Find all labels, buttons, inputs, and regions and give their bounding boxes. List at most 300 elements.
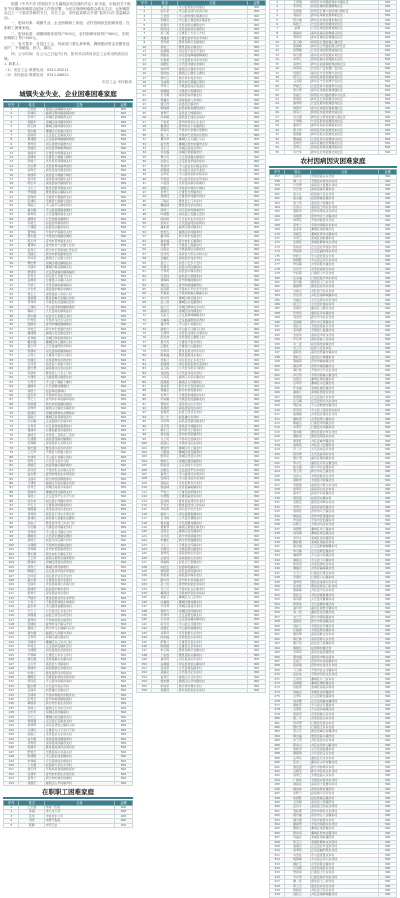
cell-address: 井陉县孙庄乡孙庄村: [45, 649, 115, 653]
cell-index: 119: [137, 525, 152, 529]
cell-amount: 400: [114, 810, 132, 814]
cell-name: 宦拴成: [285, 673, 310, 677]
cell-name: 杜老五: [152, 230, 178, 234]
cell-address: 元氏县北褚乡东村: [310, 303, 379, 307]
cell-amount: 300: [247, 14, 265, 18]
cell-address: 平山县岗南镇东村: [178, 627, 248, 631]
cell-name: 赖国华: [19, 534, 45, 538]
cell-amount: 300: [379, 457, 397, 461]
cell-index: 113: [137, 499, 152, 503]
cell-index: 42: [4, 288, 19, 292]
cell-amount: 300: [247, 332, 265, 336]
cell-name: 梁满囤: [152, 89, 178, 93]
cell-address: 赵县韩村镇韩村: [45, 389, 115, 393]
cell-index: 227: [270, 483, 285, 487]
cell-name: 通秀英: [285, 580, 310, 584]
cell-address: 平山县下槐镇下槐村: [45, 380, 115, 384]
cell-amount: 300: [247, 539, 265, 543]
cell-amount: 300: [247, 19, 265, 23]
cell-index: 71: [4, 415, 19, 419]
cell-index: 92: [137, 406, 152, 410]
cell-amount: 300: [247, 490, 265, 494]
cell-address: 新乐市东王镇西村: [178, 239, 248, 243]
cell-name: 萧春英: [152, 129, 178, 133]
cell-name: 向拴宝: [152, 565, 178, 569]
cell-amount: 300: [247, 530, 265, 534]
cell-amount: 300: [379, 580, 397, 584]
cell-address: 桥西区红旗大街街道红旗社区: [310, 9, 379, 13]
cell-amount: 300: [379, 602, 397, 606]
cell-name: 史建华: [19, 455, 45, 459]
cell-amount: 300: [379, 404, 397, 408]
cell-name: 余桂芝: [19, 327, 45, 331]
cell-index: 141: [137, 622, 152, 626]
cell-name: 凌国庆: [19, 781, 45, 785]
cell-name: 陆建民: [19, 411, 45, 415]
cell-index: 241: [270, 545, 285, 549]
cell-index: 119: [4, 627, 19, 631]
cell-amount: 500: [114, 750, 132, 754]
cell-index: 92: [4, 508, 19, 512]
cell-address: 无极县七汲镇七汲村: [45, 200, 115, 204]
cell-amount: 300: [379, 589, 397, 593]
cell-address: 辛集市辛集镇东关村: [45, 230, 115, 234]
cell-address: 正定县北早现乡东村: [178, 160, 248, 164]
cell-index: 123: [137, 543, 152, 547]
cell-index: 14: [137, 63, 152, 67]
cell-index: 194: [270, 338, 285, 342]
cell-name: 鲁淑兰: [19, 627, 45, 631]
cell-amount: 300: [379, 435, 397, 439]
cell-amount: 300: [247, 481, 265, 485]
notice-text: [3, 0, 133, 88]
cell-index: 149: [137, 658, 152, 662]
cell-name: 汤志华: [19, 499, 45, 503]
cell-amount: 500: [114, 455, 132, 459]
cell-name: 庄志华: [19, 711, 45, 715]
cell-name: 关满囤: [152, 662, 178, 666]
cell-name: 冉凤梅: [285, 532, 310, 536]
cell-amount: 300: [247, 570, 265, 574]
middle-column: [136, 0, 266, 692]
cell-index: 57: [4, 354, 19, 358]
cell-amount: 500: [114, 133, 132, 137]
cell-amount: 300: [247, 547, 265, 551]
cell-name: 伏长贵: [285, 188, 310, 192]
cell-name: 李丽: [19, 810, 45, 814]
cell-index: 203: [270, 377, 285, 381]
cell-name: 许志华: [285, 150, 310, 154]
cell-amount: 500: [114, 142, 132, 146]
cell-address: 无极县南流乡北村: [310, 325, 379, 329]
cell-amount: 300: [379, 721, 397, 725]
cell-amount: 300: [379, 593, 397, 597]
column-header: 姓名: [152, 1, 178, 6]
cell-amount: 500: [379, 106, 397, 110]
cell-address: 深泽县白庄乡白庄村: [45, 367, 115, 371]
cell-address: 平山县孟家庄镇孟家村: [178, 164, 248, 168]
cell-name: 孙建华: [19, 155, 45, 159]
cell-name: 蔚永福: [285, 814, 310, 818]
cell-name: 蒙喜旺: [285, 439, 310, 443]
cell-index: 121: [137, 534, 152, 538]
cell-index: 63: [137, 279, 152, 283]
cell-address: 桥西区留营街道留营社区: [310, 75, 379, 79]
cell-amount: 300: [379, 783, 397, 787]
cell-address: 辛集市旧城镇旧城村: [45, 235, 115, 239]
cell-index: 15: [270, 62, 285, 66]
cell-address: 元氏县南佐镇南佐村: [45, 310, 115, 314]
cell-address: 深泽县白庄乡东村: [310, 488, 379, 492]
cell-address: 赞皇县黄北坪乡北坪村: [45, 596, 115, 600]
cell-index: 244: [270, 558, 285, 562]
cell-index: 281: [270, 721, 285, 725]
cell-address: 平山县合河口乡东村: [310, 258, 379, 262]
cell-amount: 300: [379, 624, 397, 628]
cell-index: 87: [4, 486, 19, 490]
cell-name: 孔彩云: [152, 314, 178, 318]
cell-address: 新乐市正莫镇正莫村: [178, 80, 248, 84]
cell-address: 平山县合河口乡河口村: [178, 10, 248, 14]
cell-name: 宰有才: [285, 536, 310, 540]
cell-address: 晋州市总十庄镇东村: [310, 814, 379, 818]
cell-address: 赵县大安乡东村: [310, 347, 379, 351]
cell-name: 兰银锁: [152, 451, 178, 455]
cell-amount: 500: [114, 111, 132, 115]
cell-address: 藁城区增村镇北村: [310, 681, 379, 685]
cell-amount: 300: [247, 314, 265, 318]
cell-address: 晋州市马于镇北村: [310, 510, 379, 514]
cell-amount: 300: [247, 503, 265, 507]
cell-address: 行唐县独羊岗乡北村: [310, 875, 379, 879]
cell-amount: 300: [379, 351, 397, 355]
cell-index: 166: [270, 214, 285, 218]
column-header: 金额: [114, 102, 132, 107]
cell-index: 220: [270, 452, 285, 456]
cell-address: 深泽县铁杆镇铁杆村: [45, 182, 115, 186]
cell-name: 傅兰英: [152, 155, 178, 159]
cell-amount: 300: [379, 677, 397, 681]
cell-index: 45: [137, 199, 152, 203]
cell-name: 栾月梅: [285, 280, 310, 284]
cell-index: 101: [4, 548, 19, 552]
cell-index: 17: [137, 76, 152, 80]
cell-address: 辛集市新垒头镇垒头村: [178, 292, 248, 296]
cell-index: 122: [137, 539, 152, 543]
cell-amount: 300: [247, 398, 265, 402]
cell-name: 邓国庆: [19, 252, 45, 256]
column-header: 金额: [379, 170, 397, 175]
cell-name: 董喜旺: [152, 124, 178, 128]
cell-amount: 300: [247, 310, 265, 314]
cell-name: 都金山: [285, 743, 310, 747]
cell-name: 倪秀芝: [19, 592, 45, 596]
cell-index: 156: [137, 688, 152, 692]
cell-index: 14: [4, 164, 19, 168]
cell-amount: 300: [247, 177, 265, 181]
cell-name: 徐海峰: [285, 45, 310, 49]
cell-name: 王桂香: [19, 107, 45, 111]
notice-paragraph: 四、公示时间：自公示之日起7日内，如有异议请向市总工会或市民政局反映。: [4, 51, 129, 61]
cell-address: 赞皇县阳泽乡阳泽村: [45, 671, 115, 675]
cell-address: 元氏县宋曹镇宋曹村: [45, 534, 115, 538]
cell-index: 43: [4, 292, 19, 296]
cell-address: 无极县高头乡高头村: [45, 750, 115, 754]
cell-amount: 300: [379, 567, 397, 571]
notice-paragraph: 一、慰问对象：城镇失业、企业困难职工家庭；农村因病致贫困难家庭；在职职工困难家庭。: [4, 21, 130, 30]
cell-index: 91: [137, 402, 152, 406]
cell-address: 深泽县大直要乡直要村: [45, 517, 115, 521]
cell-address: 井陉县吴家窑乡家窑村: [178, 362, 248, 366]
cell-name: 宋月娥: [152, 94, 178, 98]
cell-index: 77: [4, 442, 19, 446]
cell-amount: 500: [379, 80, 397, 84]
cell-amount: 300: [379, 501, 397, 505]
cell-amount: 500: [114, 521, 132, 525]
cell-index: 86: [4, 482, 19, 486]
cell-amount: 300: [379, 258, 397, 262]
cell-name: 卢志华: [19, 288, 45, 292]
cell-amount: 500: [379, 111, 397, 115]
cell-address: 赞皇县土门乡东村: [178, 199, 248, 203]
cell-index: 170: [270, 232, 285, 236]
cell-index: 110: [137, 486, 152, 490]
cell-name: 陶爱莲: [152, 464, 178, 468]
cell-name: 俞老八: [152, 512, 178, 516]
cell-address: 井陉县上安镇上安村: [178, 213, 248, 217]
cell-index: 83: [137, 367, 152, 371]
cell-amount: 500: [114, 376, 132, 380]
cell-amount: 300: [247, 274, 265, 278]
cell-index: 207: [270, 395, 285, 399]
cell-address: 晋州市东里庄乡北村: [310, 664, 379, 668]
cell-index: 133: [137, 587, 152, 591]
cell-name: 叶秀英: [19, 319, 45, 323]
cell-amount: 500: [114, 182, 132, 186]
cell-address: 晋州市槐树镇东村: [178, 279, 248, 283]
cell-amount: 500: [379, 150, 397, 154]
cell-amount: 300: [379, 532, 397, 536]
cell-amount: 500: [114, 499, 132, 503]
cell-index: 65: [4, 389, 19, 393]
cell-amount: 300: [379, 206, 397, 210]
cell-amount: 300: [379, 765, 397, 769]
cell-index: 33: [137, 147, 152, 151]
cell-amount: 500: [114, 402, 132, 406]
cell-name: 许全福: [152, 151, 178, 155]
cell-address: 栾城区柳林屯乡北村: [310, 241, 379, 245]
cell-name: 阙成林: [285, 787, 310, 791]
cell-name: 殷翠花: [152, 455, 178, 459]
cell-amount: 300: [379, 730, 397, 734]
cell-address: 平山县下口镇东村: [310, 558, 379, 562]
cell-index: 80: [137, 354, 152, 358]
cell-index: 35: [270, 150, 285, 154]
cell-index: 20: [270, 84, 285, 88]
cell-address: 栾城区柳林屯乡柳林村: [45, 411, 115, 415]
cell-name: 曹丽娟: [285, 137, 310, 141]
cell-index: 210: [270, 408, 285, 412]
cell-amount: 500: [114, 125, 132, 129]
cell-address: 新华区赵陵铺街道赵陵社区: [310, 62, 379, 66]
cell-address: 赵县沙河店镇沙河村: [45, 539, 115, 543]
cell-address: 新华区革新街道革新社区: [310, 14, 379, 18]
cell-address: 行唐县龙州镇西村: [178, 191, 248, 195]
cell-index: 255: [270, 607, 285, 611]
cell-address: 辛集市前营乡东村: [310, 818, 379, 822]
cell-index: 81: [137, 358, 152, 362]
cell-amount: 300: [379, 527, 397, 531]
cell-address: 赵县范庄镇东村: [310, 496, 379, 500]
cell-amount: 500: [379, 9, 397, 13]
cell-index: 43: [137, 191, 152, 195]
cell-name: 江玉珍: [19, 451, 45, 455]
cell-address: 藁城区梅花镇北村: [178, 296, 248, 300]
cell-address: 鹿泉区寺家庄镇寺家村: [45, 482, 115, 486]
cell-index: 104: [137, 459, 152, 463]
cell-address: 灵寿县南营乡南营村: [178, 28, 248, 32]
cell-address: 新乐市邯邰镇北村: [178, 534, 248, 538]
cell-address: 平山县岗南镇岗南村: [45, 680, 115, 684]
cell-address: 栾城区西营乡北村: [178, 455, 248, 459]
cell-amount: 300: [379, 325, 397, 329]
cell-name: 温志华: [19, 605, 45, 609]
cell-index: 251: [270, 589, 285, 593]
cell-address: 辛集市田家庄乡东村: [178, 592, 248, 596]
cell-index: 12: [270, 49, 285, 53]
cell-amount: 500: [114, 147, 132, 151]
cell-index: 273: [270, 686, 285, 690]
cell-name: 苍兰英: [285, 470, 310, 474]
cell-index: 129: [4, 671, 19, 675]
cell-name: 陆兰芝: [152, 305, 178, 309]
cell-address: 裕华区裕东街道裕东社区: [310, 124, 379, 128]
cell-address: 元氏县前仙乡前仙村: [45, 759, 115, 763]
cell-index: 106: [4, 570, 19, 574]
cell-name: 殳凤梅: [285, 800, 310, 804]
cell-index: 66: [137, 292, 152, 296]
cell-address: 平山县北冶乡北冶村: [178, 477, 248, 481]
cell-index: 123: [4, 645, 19, 649]
cell-index: 59: [4, 363, 19, 367]
cell-address: 井陉县辛庄乡北村: [178, 508, 248, 512]
cell-index: 239: [270, 536, 285, 540]
cell-amount: 500: [114, 349, 132, 353]
cell-name: 邱秀梅: [19, 442, 45, 446]
cell-amount: 500: [114, 777, 132, 781]
cell-name: 仇永福: [285, 276, 310, 280]
cell-name: 易喜旺: [152, 406, 178, 410]
cell-address: 行唐县只里乡西村: [178, 340, 248, 344]
cell-amount: 300: [379, 510, 397, 514]
cell-amount: 500: [114, 129, 132, 133]
cell-amount: 500: [114, 504, 132, 508]
cell-amount: 300: [379, 549, 397, 553]
cell-address: 鹿泉区石井乡东村: [310, 756, 379, 760]
cell-amount: 300: [379, 236, 397, 240]
cell-address: 灵寿县南营乡东村: [310, 267, 379, 271]
cell-address: 栾城区南高乡南高村: [45, 486, 115, 490]
cell-index: 49: [4, 319, 19, 323]
cell-name: 简铁柱: [285, 889, 310, 893]
cell-name: 万凤英: [152, 376, 178, 380]
cell-index: 120: [137, 530, 152, 534]
cell-name: 孙慧敏: [285, 49, 310, 53]
cell-address: 晋州市东卓宿镇卓宿村: [45, 398, 115, 402]
cell-address: 栾城区南高乡西村: [178, 147, 248, 151]
cell-amount: 500: [379, 58, 397, 62]
cell-amount: 300: [379, 470, 397, 474]
cell-index: 16: [137, 72, 152, 76]
cell-index: 4: [4, 819, 19, 823]
cell-name: 范满仓: [152, 265, 178, 269]
cell-name: 荣老十: [285, 223, 310, 227]
notice-signature: 市总工会 市民政局: [102, 79, 132, 84]
cell-address: 行唐县口头镇东村: [310, 576, 379, 580]
cell-name: 潘建国: [19, 332, 45, 336]
cell-amount: 300: [379, 576, 397, 580]
cell-index: 312: [270, 858, 285, 862]
section-title-urban: 城镇失业失业、企业困难困难家庭: [19, 89, 117, 98]
cell-amount: 300: [379, 840, 397, 844]
cell-name: 莫桂兰: [19, 706, 45, 710]
cell-amount: 500: [114, 319, 132, 323]
cell-index: 84: [4, 473, 19, 477]
cell-amount: 300: [247, 605, 265, 609]
cell-name: 卜志强: [19, 764, 45, 768]
cell-index: 224: [270, 470, 285, 474]
cell-address: 鹿泉区大河镇西村: [178, 380, 248, 384]
cell-address: 藁城区南营镇南营村: [45, 415, 115, 419]
cell-address: 晋州市马于镇马于村: [45, 623, 115, 627]
cell-address: 正定县新城铺镇新城村: [45, 138, 115, 142]
cell-name: 梁志勇: [285, 89, 310, 93]
cell-name: 聂志强: [19, 658, 45, 662]
cell-amount: 300: [379, 364, 397, 368]
cell-index: 6: [270, 23, 285, 27]
cell-index: 145: [4, 742, 19, 746]
cell-name: 叶巧珍: [285, 338, 310, 342]
cell-address: 鹿泉区李村镇李村: [178, 230, 248, 234]
cell-address: 赞皇县院头镇院头村: [45, 191, 115, 195]
cell-amount: 300: [247, 36, 265, 40]
urban-table: [3, 102, 133, 787]
cell-name: 范丽华: [19, 371, 45, 375]
cell-amount: 300: [379, 862, 397, 866]
cell-name: 董秀梅: [19, 230, 45, 234]
cell-name: 徐老三: [152, 45, 178, 49]
cell-amount: 300: [379, 620, 397, 624]
cell-amount: 500: [114, 380, 132, 384]
cell-name: 曾建军: [19, 270, 45, 274]
cell-name: 毛秀珍: [152, 332, 178, 336]
cell-address: 晋州市总十庄镇北村: [310, 214, 379, 218]
cell-address: 井陉县威州镇北村: [310, 439, 379, 443]
cell-index: 223: [270, 466, 285, 470]
cell-name: 容桂香: [285, 686, 310, 690]
cell-name: 阎银生: [285, 646, 310, 650]
cell-name: 闵根宝: [285, 232, 310, 236]
cell-address: 藁城区贾市庄镇市庄村: [178, 142, 248, 146]
cell-name: 林改琴: [152, 67, 178, 71]
cell-amount: 300: [247, 155, 265, 159]
cell-name: 章建民: [19, 623, 45, 627]
cell-index: 124: [137, 547, 152, 551]
cell-index: 80: [4, 455, 19, 459]
cell-address: 行唐县南桥镇北村: [178, 490, 248, 494]
cell-address: 元氏县北正乡东村: [178, 671, 248, 675]
cell-index: 4: [4, 120, 19, 124]
